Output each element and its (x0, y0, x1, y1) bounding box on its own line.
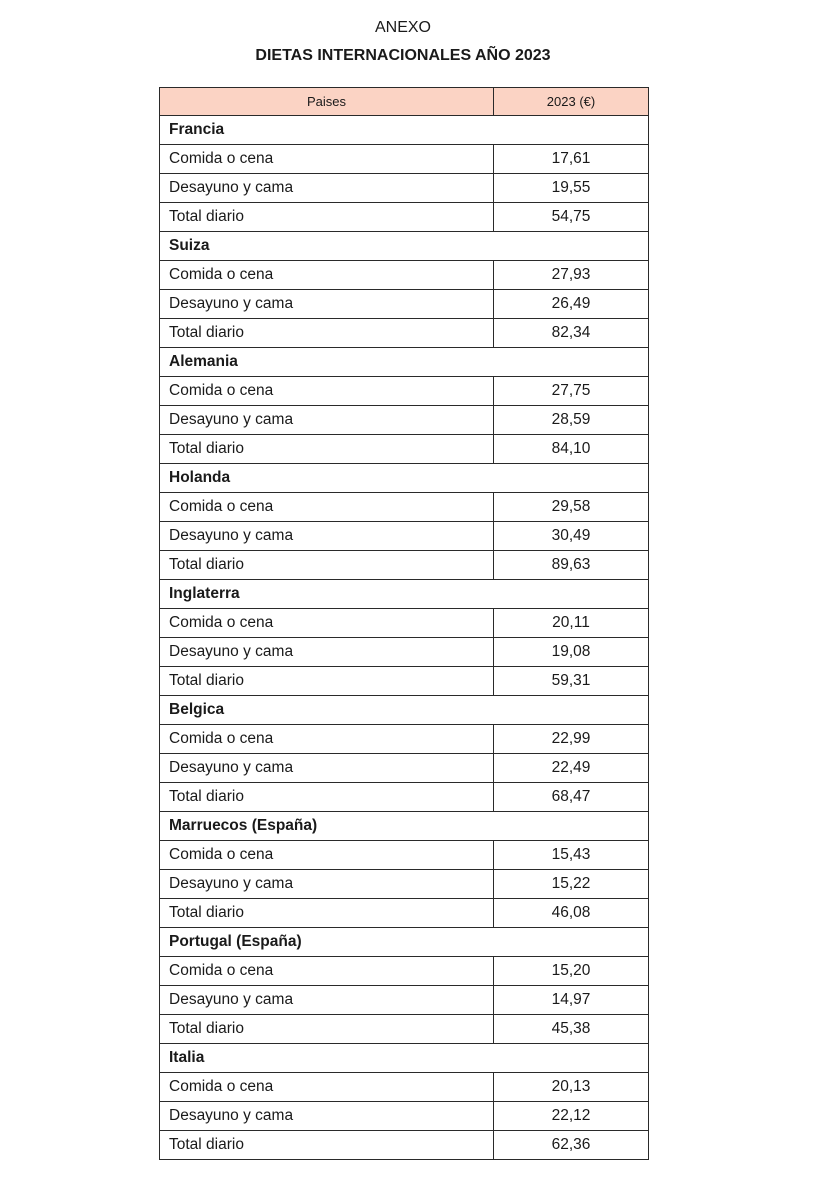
table-row (160, 841, 649, 870)
country-name: Holanda (160, 464, 649, 493)
country-row (160, 348, 649, 377)
anexo-heading: ANEXO (374, 19, 431, 36)
row-label: Total diario (160, 899, 494, 928)
row-label: Comida o cena (160, 957, 494, 986)
row-label: Desayuno y cama (160, 522, 494, 551)
row-label: Comida o cena (160, 841, 494, 870)
row-value: 19,55 (494, 174, 649, 203)
row-value: 14,97 (494, 986, 649, 1015)
row-label: Comida o cena (160, 261, 494, 290)
row-label: Desayuno y cama (160, 986, 494, 1015)
row-value: 68,47 (494, 783, 649, 812)
country-row (160, 232, 649, 261)
country-name: Suiza (160, 232, 649, 261)
row-value: 15,20 (494, 957, 649, 986)
country-name: Alemania (160, 348, 649, 377)
row-label: Comida o cena (160, 609, 494, 638)
country-name: Italia (160, 1044, 649, 1073)
table-row (160, 609, 649, 638)
row-value: 22,99 (494, 725, 649, 754)
row-label: Total diario (160, 435, 494, 464)
table-row (160, 1073, 649, 1102)
row-label: Desayuno y cama (160, 754, 494, 783)
row-value: 15,43 (494, 841, 649, 870)
table-row (160, 290, 649, 319)
row-value: 17,61 (494, 145, 649, 174)
row-label: Total diario (160, 319, 494, 348)
row-value: 15,22 (494, 870, 649, 899)
table-row (160, 261, 649, 290)
table-row (160, 406, 649, 435)
row-value: 20,13 (494, 1073, 649, 1102)
table-row (160, 551, 649, 580)
row-label: Total diario (160, 1015, 494, 1044)
row-value: 30,49 (494, 522, 649, 551)
table-row (160, 319, 649, 348)
table-row (160, 377, 649, 406)
row-label: Comida o cena (160, 377, 494, 406)
row-label: Comida o cena (160, 1073, 494, 1102)
table-row (160, 493, 649, 522)
table-row (160, 957, 649, 986)
row-value: 45,38 (494, 1015, 649, 1044)
row-label: Comida o cena (160, 493, 494, 522)
row-label: Desayuno y cama (160, 290, 494, 319)
row-value: 22,12 (494, 1102, 649, 1131)
row-label: Total diario (160, 667, 494, 696)
allowances-table (159, 87, 649, 1160)
row-value: 29,58 (494, 493, 649, 522)
row-value: 27,93 (494, 261, 649, 290)
row-label: Desayuno y cama (160, 174, 494, 203)
table-row (160, 145, 649, 174)
country-row (160, 464, 649, 493)
table-row (160, 783, 649, 812)
column-header-year: 2023 (€) (494, 88, 649, 116)
row-label: Total diario (160, 1131, 494, 1160)
country-row (160, 928, 649, 957)
row-value: 27,75 (494, 377, 649, 406)
table-row (160, 986, 649, 1015)
row-label: Desayuno y cama (160, 1102, 494, 1131)
row-value: 19,08 (494, 638, 649, 667)
row-value: 82,34 (494, 319, 649, 348)
row-label: Total diario (160, 783, 494, 812)
row-value: 22,49 (494, 754, 649, 783)
table-row (160, 638, 649, 667)
row-label: Total diario (160, 203, 494, 232)
table-header-row (160, 88, 649, 116)
row-value: 20,11 (494, 609, 649, 638)
row-value: 28,59 (494, 406, 649, 435)
row-label: Comida o cena (160, 145, 494, 174)
page-title: DIETAS INTERNACIONALES AÑO 2023 (255, 47, 551, 64)
country-name: Marruecos (España) (160, 812, 649, 841)
table-row (160, 667, 649, 696)
country-row (160, 1044, 649, 1073)
row-label: Desayuno y cama (160, 870, 494, 899)
table-row (160, 1131, 649, 1160)
row-label: Desayuno y cama (160, 406, 494, 435)
country-name: Francia (160, 116, 649, 145)
column-header-countries: Paises (160, 88, 494, 116)
country-row (160, 116, 649, 145)
row-value: 54,75 (494, 203, 649, 232)
row-label: Comida o cena (160, 725, 494, 754)
table-row (160, 754, 649, 783)
country-name: Inglaterra (160, 580, 649, 609)
table-row (160, 203, 649, 232)
table-row (160, 899, 649, 928)
row-value: 89,63 (494, 551, 649, 580)
row-value: 26,49 (494, 290, 649, 319)
row-label: Total diario (160, 551, 494, 580)
row-value: 46,08 (494, 899, 649, 928)
country-name: Belgica (160, 696, 649, 725)
row-label: Desayuno y cama (160, 638, 494, 667)
country-row (160, 812, 649, 841)
table-row (160, 725, 649, 754)
row-value: 62,36 (494, 1131, 649, 1160)
table-row (160, 1015, 649, 1044)
table-row (160, 1102, 649, 1131)
table-row (160, 174, 649, 203)
row-value: 59,31 (494, 667, 649, 696)
country-row (160, 696, 649, 725)
table-row (160, 522, 649, 551)
country-name: Portugal (España) (160, 928, 649, 957)
table-body (160, 116, 649, 1160)
row-value: 84,10 (494, 435, 649, 464)
country-row (160, 580, 649, 609)
table-row (160, 435, 649, 464)
table-row (160, 870, 649, 899)
